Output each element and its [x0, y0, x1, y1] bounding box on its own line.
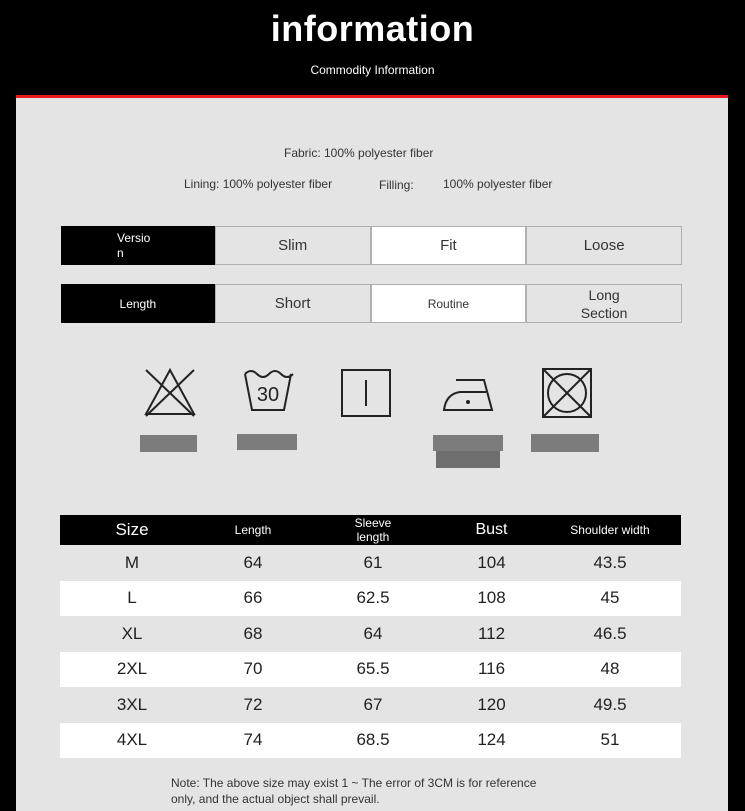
table-row: [60, 545, 681, 581]
note-line1: Note: The above size may exist 1 ~ The error of 3CM is for reference: [171, 776, 537, 790]
care-label-bar: [531, 434, 599, 452]
header-shoulder-width: Shoulder width: [570, 523, 650, 537]
length-cell: 70: [243, 659, 263, 679]
care-label-bar: [140, 435, 197, 452]
svg-text:30: 30: [256, 384, 280, 406]
size-cell: 3XL: [116, 694, 148, 714]
bust-cell: 116: [477, 659, 506, 679]
bust-cell: 120: [477, 694, 506, 714]
shoulder-cell: 49.5: [593, 694, 627, 714]
sleeve-cell: 64: [363, 623, 383, 643]
sleeve-cell: 67: [363, 694, 383, 714]
bust-cell: 112: [477, 623, 506, 643]
page-subtitle: Commodity Information: [310, 63, 435, 77]
version-label: [61, 226, 215, 265]
care-label-bar: [433, 435, 503, 451]
do-not-bleach-icon: [142, 366, 198, 420]
sleeve-cell: 68.5: [356, 730, 390, 750]
bust-cell: 108: [477, 588, 506, 608]
header-sleeve-line2: length: [356, 530, 390, 544]
shoulder-cell: 45: [600, 588, 620, 608]
bust-cell: 124: [477, 730, 506, 750]
length-label: Length: [61, 284, 215, 323]
version-label-line2: n: [117, 245, 124, 260]
header-bust: Bust: [475, 521, 508, 538]
length-row: [61, 284, 682, 323]
shoulder-cell: 51: [600, 730, 620, 750]
header-size: Size: [115, 520, 149, 539]
long-section-line2: Section: [580, 304, 628, 321]
version-label-line1: Versio: [117, 230, 151, 245]
care-label-bar: [436, 451, 500, 468]
length-cell: 64: [243, 552, 263, 572]
length-cell: 74: [243, 730, 263, 750]
care-label-bar: [237, 434, 297, 450]
note-line2: only, and the actual object shall prevail.: [171, 792, 380, 806]
version-option-slim[interactable]: Slim: [215, 226, 371, 265]
filling-label: Filling:: [379, 178, 414, 192]
length-cell: 72: [243, 694, 263, 714]
size-cell: XL: [121, 623, 143, 643]
bust-cell: 104: [477, 552, 506, 572]
version-option-loose[interactable]: Loose: [526, 226, 682, 265]
shoulder-cell: 46.5: [593, 623, 627, 643]
filling-value: 100% polyester fiber: [443, 177, 553, 191]
lining-text: Lining: 100% polyester fiber: [184, 177, 333, 191]
header-sleeve-line1: Sleeve: [354, 516, 392, 530]
sleeve-cell: 61: [363, 552, 383, 572]
table-header: [60, 515, 681, 545]
length-option-routine[interactable]: Routine: [371, 284, 527, 323]
length-cell: 68: [243, 623, 263, 643]
table-row: [60, 652, 681, 688]
version-option-fit[interactable]: Fit: [371, 226, 527, 265]
length-option-short[interactable]: Short: [215, 284, 371, 323]
header-length: Length: [234, 523, 272, 537]
table-row: [60, 687, 681, 723]
shoulder-cell: 43.5: [593, 552, 627, 572]
page-title: information: [270, 8, 475, 49]
sleeve-cell: 65.5: [356, 659, 390, 679]
low-iron-icon: [442, 376, 494, 414]
fabric-text: Fabric: 100% polyester fiber: [284, 146, 434, 160]
size-note: [171, 775, 536, 807]
size-table: [60, 515, 681, 758]
sleeve-cell: 62.5: [356, 588, 390, 608]
length-option-long-section[interactable]: [526, 284, 682, 323]
length-cell: 66: [243, 588, 263, 608]
shoulder-cell: 48: [600, 659, 620, 679]
size-cell: M: [124, 552, 140, 572]
do-not-tumble-dry-icon: [541, 367, 593, 419]
table-row: [60, 581, 681, 617]
header-sleeve-length: [302, 516, 444, 544]
table-row: [60, 616, 681, 652]
version-row: [61, 226, 682, 265]
table-row: [60, 723, 681, 759]
size-cell: 4XL: [116, 730, 148, 750]
size-cell: 2XL: [116, 659, 148, 679]
wash-30-icon: [242, 368, 294, 416]
tumble-dry-icon: [340, 368, 392, 418]
long-section-line1: Long: [588, 286, 620, 303]
header: [0, 0, 745, 95]
size-cell: L: [127, 588, 137, 608]
